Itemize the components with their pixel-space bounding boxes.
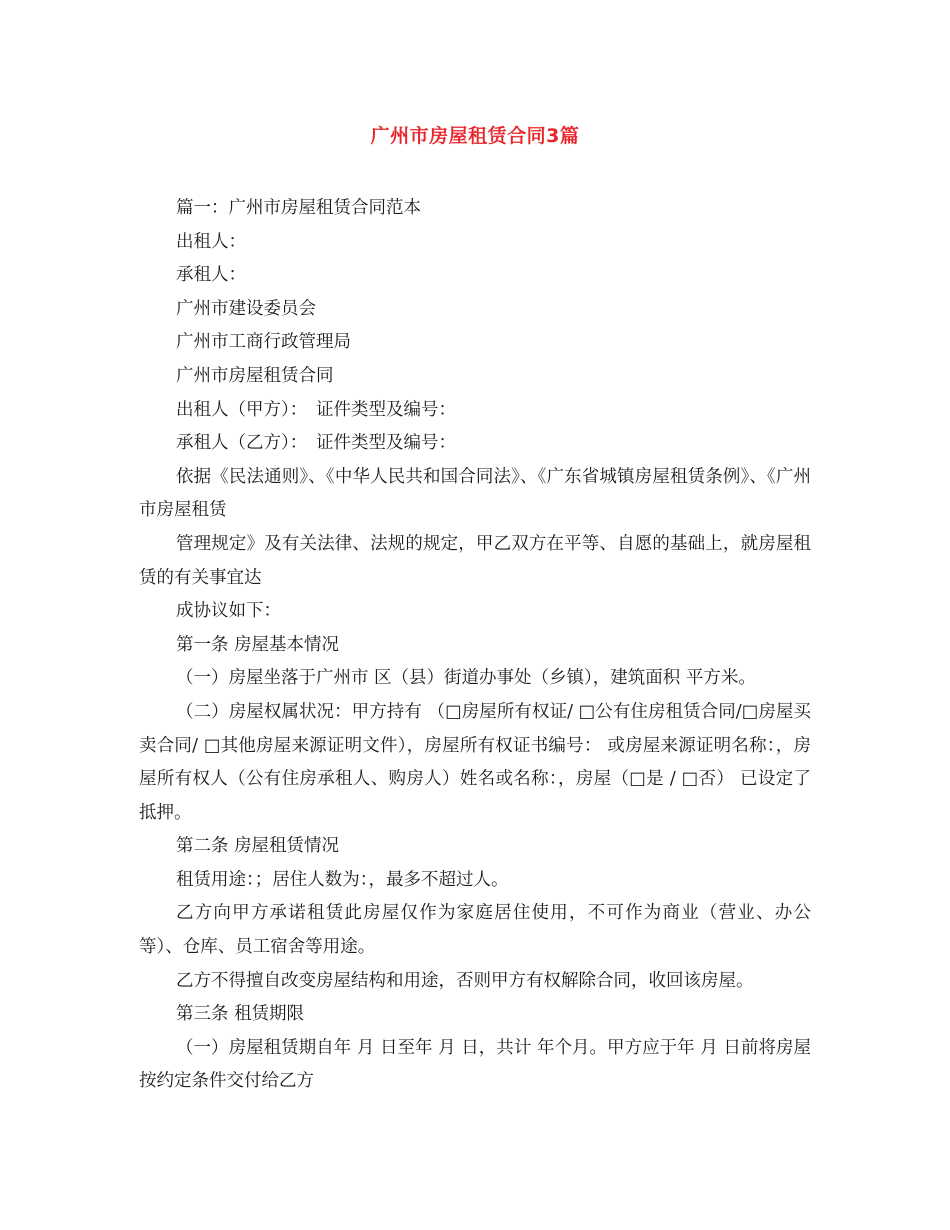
paragraph-lessee-commitment: 乙方向甲方承诺租赁此房屋仅作为家庭居住使用，不可作为商业（营业、办公等）、仓库、员工宿舍等用途。 bbox=[139, 903, 811, 958]
paragraph-contract-name: 广州市房屋租赁合同 bbox=[176, 365, 334, 386]
paragraph-article-3: 第三条 租赁期限 bbox=[176, 1004, 305, 1025]
paragraph-lessee: 承租人： bbox=[176, 265, 246, 286]
paragraph-article-2: 第二条 房屋租赁情况 bbox=[176, 836, 340, 857]
paragraph-article-3-item-1: （一）房屋租赁期自年 月 日至年 月 日，共计 年个月。甲方应于年 月 日前将房屋按约定条件交付给乙方 bbox=[139, 1037, 811, 1092]
paragraph-article-1: 第一条 房屋基本情况 bbox=[176, 634, 340, 655]
paragraph-party-a: 出租人（甲方）： 证件类型及编号： bbox=[176, 399, 456, 420]
paragraph-issuer-1: 广州市建设委员会 bbox=[176, 298, 316, 319]
paragraph-issuer-2: 广州市工商行政管理局 bbox=[176, 332, 351, 353]
document-title: 广州市房屋租赁合同3篇 bbox=[370, 125, 580, 147]
paragraph-party-b: 承租人（乙方）： 证件类型及编号： bbox=[176, 433, 456, 454]
paragraph-lessor: 出租人： bbox=[176, 231, 246, 252]
paragraph-no-alteration: 乙方不得擅自改变房屋结构和用途，否则甲方有权解除合同，收回该房屋。 bbox=[176, 970, 754, 991]
paragraph-rental-use: 租赁用途：；居住人数为：，最多不超过人。 bbox=[176, 869, 509, 890]
paragraph-legal-basis-cont: 管理规定》及有关法律、法规的规定，甲乙双方在平等、自愿的基础上，就房屋租赁的有关事宜达 bbox=[139, 533, 811, 588]
paragraph-article-1-item-1: （一）房屋坐落于广州市 区（县）街道办事处（乡镇），建筑面积 平方米。 bbox=[176, 668, 756, 689]
document-body bbox=[139, 192, 811, 1099]
paragraph-legal-basis: 依据《民法通则》、《中华人民共和国合同法》、《广东省城镇房屋租赁条例》、《广州市房屋租赁 bbox=[139, 466, 811, 521]
paragraph-section-heading: 篇一：广州市房屋租赁合同范本 bbox=[176, 198, 421, 218]
paragraph-agreement: 成协议如下： bbox=[176, 601, 281, 622]
paragraph-article-1-item-2: （二）房屋权属状况：甲方持有 （□房屋所有权证/ □公有住房租赁合同/□房屋买卖合同/ □其他房屋来源证明文件），房屋所有权证书编号： 或房屋来源证明名称：，房屋所有权人（公有住房承租人、购房人）姓名或名称：，房屋（□是 / □否） 已设定了抵押。 bbox=[139, 701, 811, 823]
